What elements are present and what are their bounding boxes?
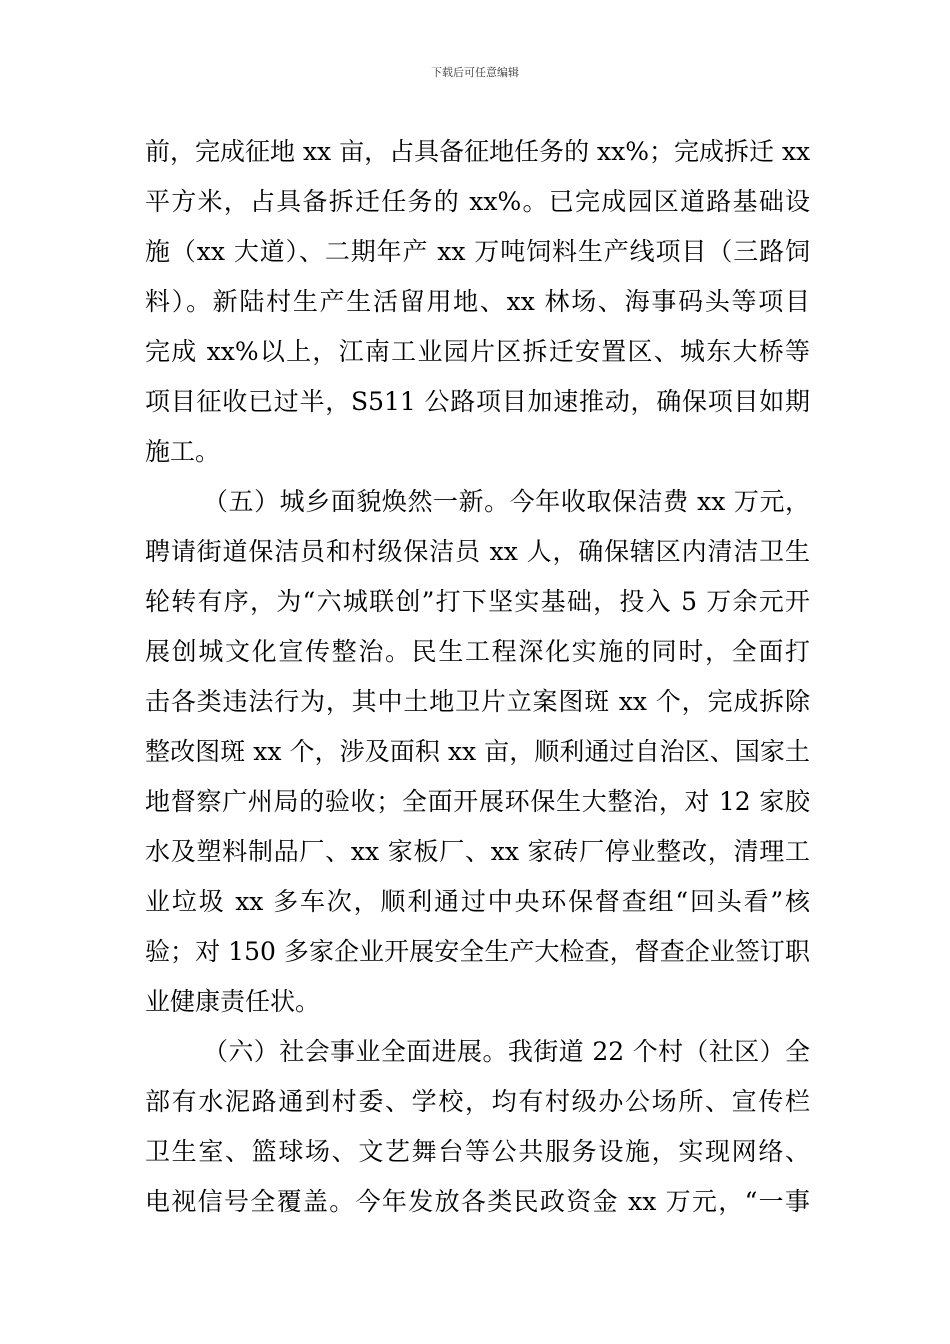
text-line: 业健康责任状。 bbox=[145, 987, 321, 1016]
text-line: 击各类违法行为，其中土地卫片立案图斑 xx 个，完成拆除 bbox=[145, 687, 810, 716]
paragraph-1 bbox=[145, 127, 810, 477]
page-header: 下载后可任意编辑 bbox=[431, 66, 519, 79]
text-line: 部有水泥路通到村委、学校，均有村级办公场所、宣传栏 bbox=[145, 1087, 810, 1116]
text-line: （五）城乡面貌焕然一新。今年收取保洁费 xx 万元， bbox=[203, 487, 811, 516]
paragraph-section-6 bbox=[145, 1027, 810, 1227]
text-line: 项目征收已过半，S511 公路项目加速推动，确保项目如期 bbox=[145, 387, 810, 416]
text-line: 料）。新陆村生产生活留用地、xx 林场、海事码头等项目 bbox=[145, 287, 810, 316]
text-line: 电视信号全覆盖。今年发放各类民政资金 xx 万元，“一事 bbox=[145, 1187, 810, 1216]
paragraph-section-5 bbox=[145, 477, 810, 1027]
text-line: 完成 xx%以上，江南工业园片区拆迁安置区、城东大桥等 bbox=[145, 337, 810, 366]
text-line: 验；对 150 多家企业开展安全生产大检查，督查企业签订职 bbox=[145, 937, 810, 966]
text-line: 整改图斑 xx 个，涉及面积 xx 亩，顺利通过自治区、国家土 bbox=[145, 737, 810, 766]
text-line: 施（xx 大道）、二期年产 xx 万吨饲料生产线项目（三路饲 bbox=[145, 237, 810, 266]
text-line: 施工。 bbox=[145, 437, 221, 466]
text-line: 地督察广州局的验收；全面开展环保生大整治，对 12 家胶 bbox=[145, 787, 810, 816]
text-line: 轮转有序，为“六城联创”打下坚实基础，投入 5 万余元开 bbox=[145, 587, 810, 616]
text-line: 平方米，占具备拆迁任务的 xx%。已完成园区道路基础设 bbox=[145, 187, 810, 216]
text-line: 业垃圾 xx 多车次，顺利通过中央环保督查组“回头看”核 bbox=[145, 887, 810, 916]
text-line: 卫生室、篮球场、文艺舞台等公共服务设施，实现网络、 bbox=[145, 1137, 810, 1166]
text-line: 水及塑料制品厂、xx 家板厂、xx 家砖厂停业整改，清理工 bbox=[145, 837, 810, 866]
document-body bbox=[145, 127, 810, 1227]
text-line: （六）社会事业全面进展。我街道 22 个村（社区）全 bbox=[203, 1037, 810, 1066]
text-line: 聘请街道保洁员和村级保洁员 xx 人，确保辖区内清洁卫生 bbox=[145, 537, 810, 566]
text-line: 展创城文化宣传整治。民生工程深化实施的同时，全面打 bbox=[145, 637, 810, 666]
text-line: 前，完成征地 xx 亩，占具备征地任务的 xx%；完成拆迁 xx bbox=[145, 137, 811, 166]
